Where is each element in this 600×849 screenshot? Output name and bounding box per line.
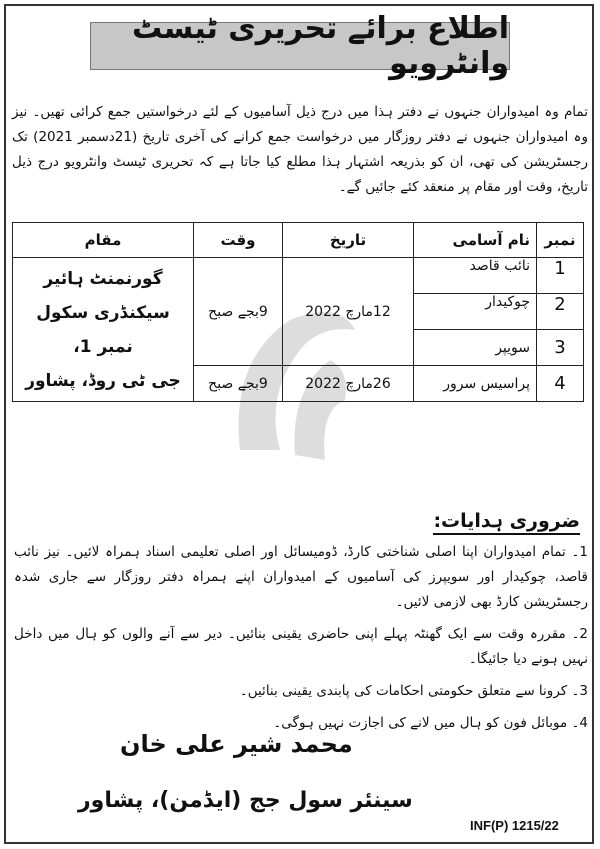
instructions-list	[14, 540, 588, 743]
schedule-table	[12, 222, 584, 402]
header-post: نام آسامی	[414, 223, 537, 258]
venue-line-1: گورنمنٹ ہائیر سیکنڈری سکول نمبر 1،	[36, 268, 170, 357]
signatory-name: محمد شیر علی خان	[120, 730, 353, 758]
instruction-item: 2۔ مقررہ وقت سے ایک گھنٹہ پہلے اپنی حاضری یقینی بنائیں۔ دیر سے آنے والوں کو ہال میں داخل نہیں ہونے دیا جائیگا۔	[14, 626, 588, 667]
row-date: 26مارچ 2022	[283, 366, 414, 402]
row-post: نائب قاصد	[414, 258, 537, 294]
header-place: مقام	[13, 223, 194, 258]
instruction-item: 3۔ کرونا سے متعلق حکومتی احکامات کی پابندی یقینی بنائیں۔	[239, 683, 588, 699]
row-post: پراسیس سرور	[414, 366, 537, 402]
row-time: 9بجے صبح	[194, 258, 283, 366]
instructions-heading-text: ضروری ہدایات:	[433, 510, 580, 535]
instruction-item: 4۔ موبائل فون کو ہال میں لانے کی اجازت نہیں ہوگی۔	[273, 715, 588, 731]
venue-line-2: جی ٹی روڈ، پشاور	[25, 370, 181, 391]
row-number: 3	[537, 330, 584, 366]
row-time: 9بجے صبح	[194, 366, 283, 402]
exam-venue	[13, 258, 194, 402]
header-date: تاریخ	[283, 223, 414, 258]
row-date: 12مارچ 2022	[283, 258, 414, 366]
header-time: وقت	[194, 223, 283, 258]
row-number: 4	[537, 366, 584, 402]
row-post: سویپر	[414, 330, 537, 366]
row-number: 1	[537, 258, 584, 294]
intro-paragraph: تمام وہ امیدواران جنہوں نے دفتر ہذا میں درج ذیل آسامیوں کے لئے درخواستیں جمع کرائی تھیں۔ نیز وہ امیدواران جنہوں نے دفتر روزگار میں درخواست جمع کرانے کی آخری تاریخ (21دسمبر 2021) تک رجسٹریشن کی تھی، ان کو بذریعہ اشتہار ہذا مطلع کیا جاتا ہے کہ تحریری ٹیسٹ وانٹرویو درج ذیل تاریخ، وقت اور مقام پر منعقد کئے جائیں گے۔	[12, 104, 588, 195]
instruction-item: 1۔ تمام امیدواران اپنا اصلی شناختی کارڈ، ڈومیسائل اور اصلی تعلیمی اسناد ہمراہ لائیں۔ نیز نائب قاصد، چوکیدار اور سویپرز کی آسامیوں کے امیدواران اپنے ہمراہ دفتر روزگار سے جاری شدہ رجسٹریشن کارڈ بھی لازمی لائیں۔	[14, 544, 588, 610]
reference-number: INF(P) 1215/22	[470, 818, 559, 833]
row-number: 2	[537, 294, 584, 330]
table-row	[13, 258, 584, 294]
instructions-heading	[433, 510, 580, 532]
signatory-title: سینئر سول جج (ایڈمن)، پشاور	[78, 788, 413, 813]
row-post: چوکیدار	[414, 294, 537, 330]
table-header-row	[13, 223, 584, 258]
header-number: نمبر	[537, 223, 584, 258]
notice-title: اطلاع برائے تحریری ٹیسٹ وانٹرویو	[90, 22, 510, 70]
